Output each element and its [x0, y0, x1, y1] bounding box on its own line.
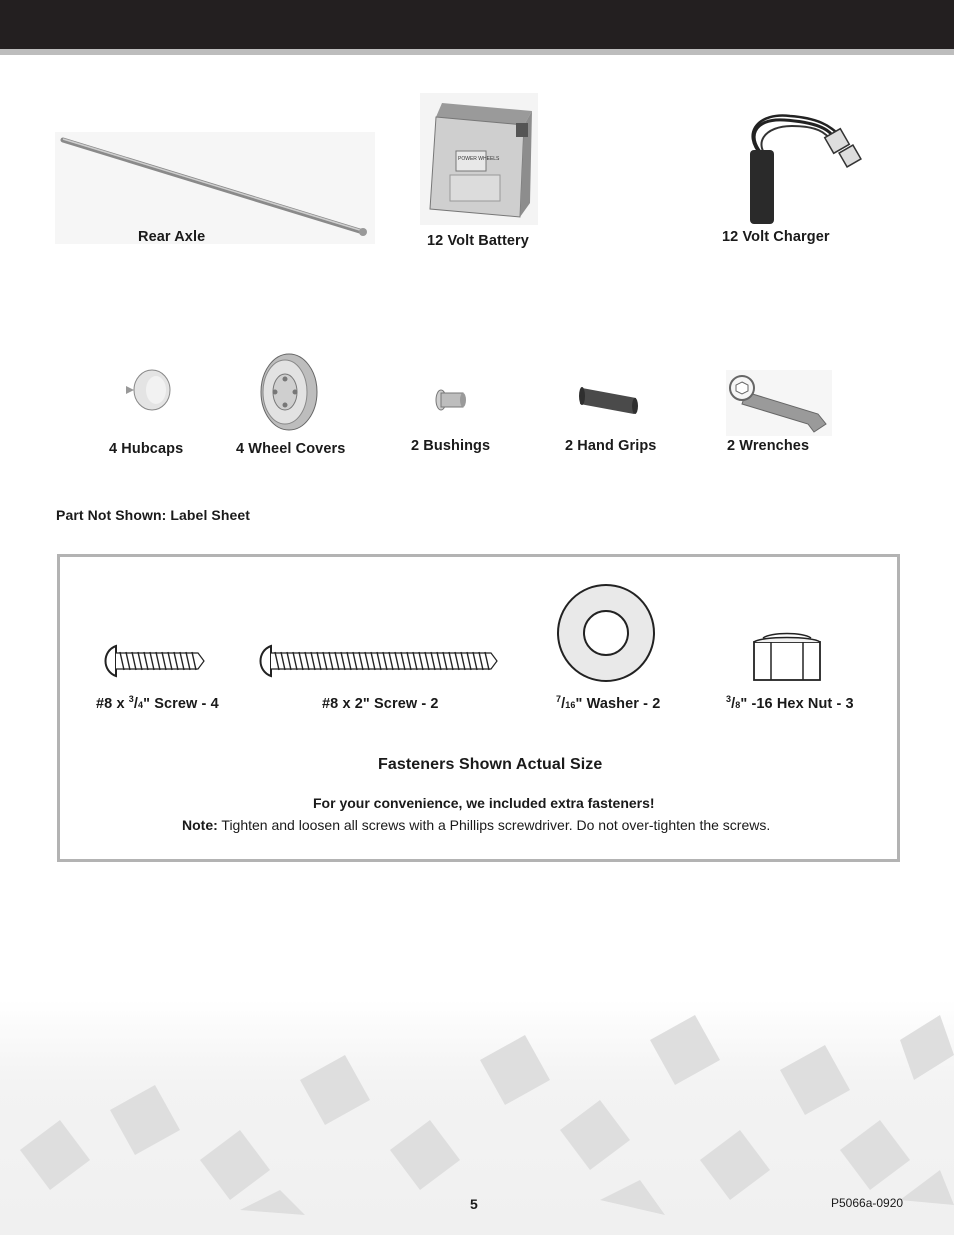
- part-not-shown-note: Part Not Shown: Label Sheet: [56, 507, 251, 523]
- short-screw-label: #8 x $^3$/4" Screw - 4: [96, 694, 219, 712]
- hex-nut-image: [751, 632, 823, 682]
- wheel-covers-label: 4 Wheel Covers: [236, 441, 346, 457]
- bushing-image: [433, 386, 469, 414]
- convenience-note: For your convenience, we included extra fasteners!: [313, 795, 655, 811]
- note-text: Tighten and loosen all screws with a Phillips screwdriver. Do not over-tighten the screws.: [217, 817, 771, 833]
- rear-axle-image: [55, 132, 375, 244]
- document-code: P5066a-0920: [831, 1196, 904, 1210]
- page-number: 5: [470, 1196, 478, 1212]
- wrenches-label: 2 Wrenches: [727, 438, 810, 454]
- wheel-cover-image: [253, 351, 319, 433]
- short-screw-image: [100, 643, 206, 679]
- wrench-image: [726, 370, 832, 436]
- hex-nut-label: $^3$/8" -16 Hex Nut - 3: [726, 694, 854, 712]
- header-bar: [0, 0, 954, 49]
- header-underline: [0, 49, 954, 55]
- charger-image: [734, 108, 866, 226]
- hubcap-image: [122, 366, 172, 414]
- fasteners-title: Fasteners Shown Actual Size: [378, 756, 603, 773]
- battery-label: 12 Volt Battery: [427, 233, 529, 249]
- battery-brand-label: POWER WHEELS: [458, 156, 500, 162]
- charger-label: 12 Volt Charger: [722, 229, 830, 245]
- long-screw-label: #8 x 2" Screw - 2: [322, 696, 439, 712]
- rear-axle-label: Rear Axle: [138, 229, 206, 245]
- tighten-note: [182, 817, 770, 833]
- long-screw-image: [255, 643, 499, 679]
- hubcaps-label: 4 Hubcaps: [109, 441, 184, 457]
- hand-grip-image: [578, 380, 640, 420]
- note-label: Note:: [182, 817, 218, 833]
- washer-image: [555, 582, 657, 684]
- washer-label: $^7$/16" Washer - 2: [556, 694, 661, 712]
- battery-image: [420, 93, 538, 225]
- hand-grips-label: 2 Hand Grips: [565, 438, 657, 454]
- bushings-label: 2 Bushings: [411, 438, 491, 454]
